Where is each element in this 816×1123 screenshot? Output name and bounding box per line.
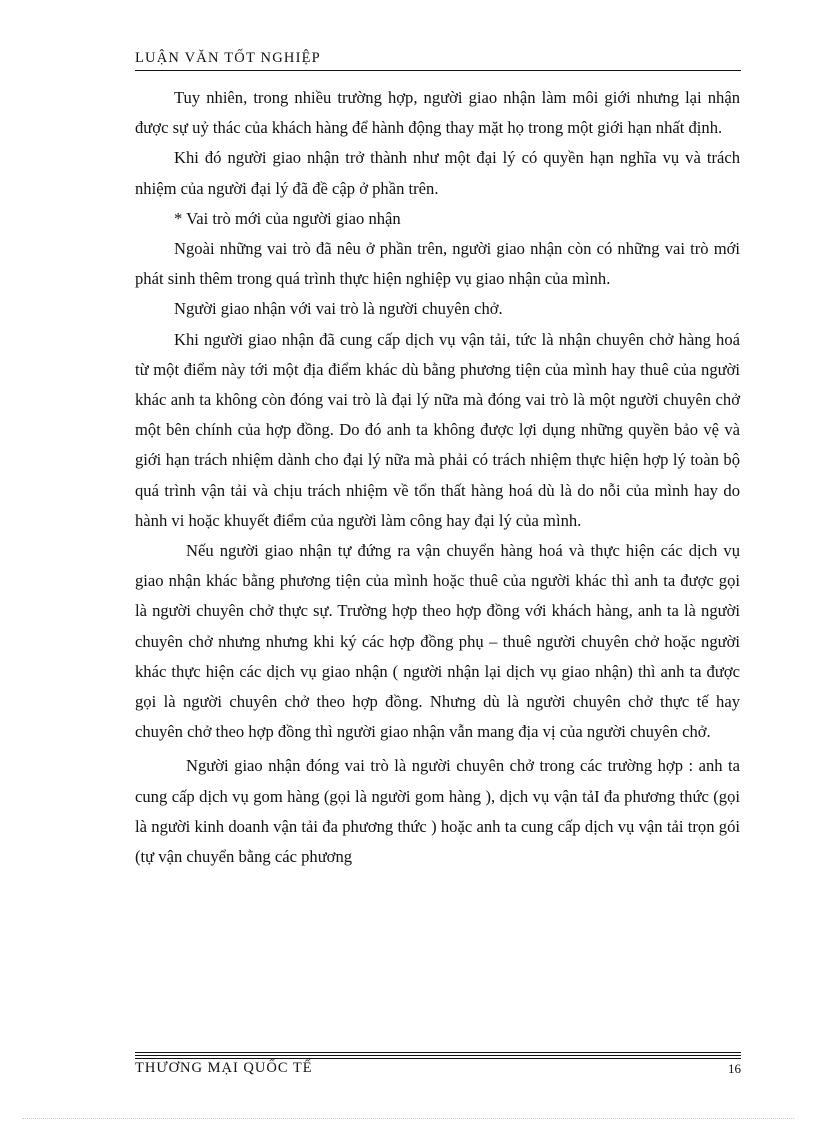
paragraph-3: * Vai trò mới của người giao nhận bbox=[174, 208, 401, 228]
page-header bbox=[135, 48, 741, 70]
footer-rule bbox=[135, 1058, 741, 1059]
footer-rule bbox=[135, 1052, 741, 1053]
body-text bbox=[135, 83, 740, 872]
footer-rule bbox=[135, 1055, 741, 1056]
page-number: 16 bbox=[728, 1061, 741, 1076]
header-rule bbox=[135, 70, 741, 71]
paragraph-2: Khi đó người giao nhận trở thành như một đại lý có quyền hạn nghĩa vụ và trách nhiệm của người đại lý đã đề cập ở phần trên. bbox=[135, 148, 740, 198]
paragraph-7: Nếu người giao nhận tự đứng ra vận chuyển hàng hoá và thực hiện các dịch vụ giao nhận khác bằng phương tiện của mình hoặc thuê của người khác thì anh ta được gọi là người chuyên chở thực sự. Trường hợp theo hợp đồng với khách hàng, anh ta là người chuyên chở nhưng nhưng khi ký các hợp đồng phụ – thuê người chuyên chở hoặc người khác thực hiện các dịch vụ giao nhận ( người nhận lại dịch vụ giao nhận) thì anh ta được gọi là người chuyên chở theo hợp đồng. Nhưng dù là người chuyên chở thực tế hay chuyên chở theo hợp đồng thì người giao nhận vẫn mang địa vị của người chuyên chở. bbox=[135, 541, 740, 742]
paragraph-6: Khi người giao nhận đã cung cấp dịch vụ vận tải, tức là nhận chuyên chở hàng hoá từ một điểm này tới một địa điểm khác dù bằng phương tiện của mình hay thuê của người khác anh ta không còn đóng vai trò là đại lý nữa mà đóng vai trò là một người chuyên chở một bên chính của hợp đồng. Do đó anh ta không được lợi dụng những quyền bảo vệ và giới hạn trách nhiệm dành cho đại lý nữa mà phải có trách nhiệm thực hiện hợp lý toàn bộ quá trình vận tải và chịu trách nhiệm về tổn thất hàng hoá dù là do nỗi của mình hay do hành vi hoặc khuyết điểm của người làm công hay đại lý của mình. bbox=[135, 329, 740, 530]
paragraph-4: Ngoài những vai trò đã nêu ở phần trên, người giao nhận còn có những vai trò mới phát sinh thêm trong quá trình thực hiện nghiệp vụ giao nhận của mình. bbox=[135, 239, 740, 289]
header-title: LUẬN VĂN TỐT NGHIỆP bbox=[135, 50, 321, 66]
paragraph-8: Người giao nhận đóng vai trò là người chuyên chở trong các trường hợp : anh ta cung cấp dịch vụ gom hàng (gọi là người gom hàng ), dịch vụ vận tảI đa phương thức (gọi là người kinh doanh vận tải đa phương thức ) hoặc anh ta cung cấp dịch vụ vận tải trọn gói (tự vận chuyển bằng các phương bbox=[135, 756, 740, 867]
footer-title: THƯƠNG MẠI QUỐC TẾ bbox=[135, 1060, 313, 1076]
page-edge-divider bbox=[22, 1118, 794, 1119]
paragraph-5: Người giao nhận với vai trò là người chuyên chở. bbox=[174, 299, 503, 319]
paragraph-1: Tuy nhiên, trong nhiều trường hợp, người giao nhận làm môi giới nhưng lại nhận được sự uỷ thác của khách hàng để hành động thay mặt họ trong một giới hạn nhất định. bbox=[135, 88, 740, 138]
